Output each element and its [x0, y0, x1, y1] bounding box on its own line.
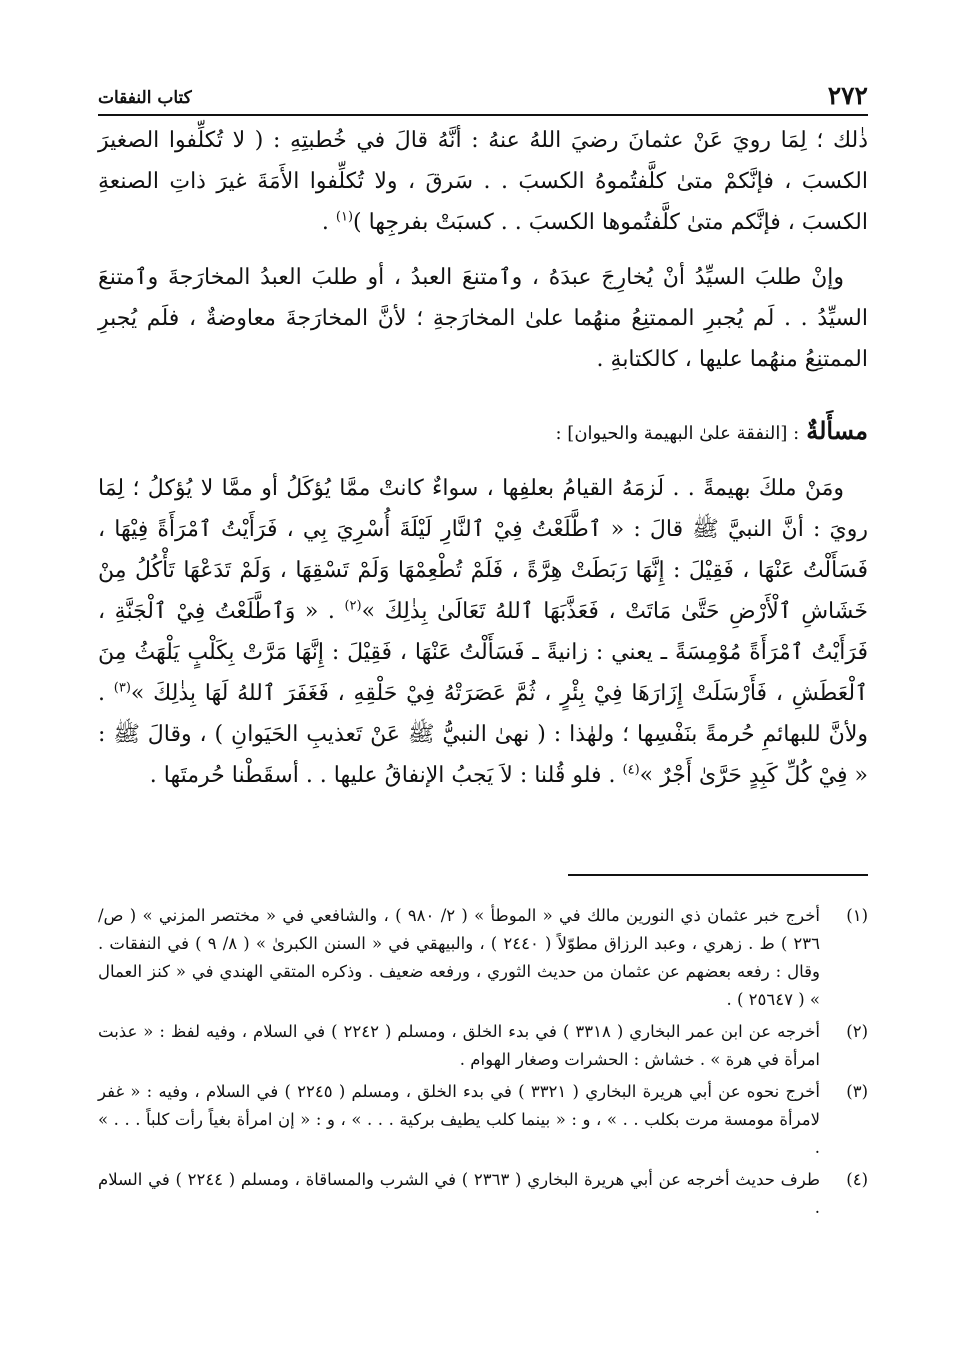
- issue-word: مسأَلةٌ: [806, 416, 868, 445]
- paragraph-1: [98, 120, 868, 243]
- book-title: كتاب النفقات: [98, 88, 192, 108]
- footnote-ref-3: (٣): [113, 680, 131, 696]
- paragraph-3: [98, 468, 868, 796]
- footnote-separator: [568, 874, 868, 876]
- paragraph-3-part-b: . « وَٱطَّلَعْتُ فِيْ ٱلْجَنَّةِ ، فَرَأَيْتُ ٱمْرَأَةً مُوْمِسَةً ـ يعني : زانيةً ـ فَسَأَلْتُ عَنْهَا ، فَقِيْلَ : إِنَّهَا مَرَّتْ بِكَلْبٍ يَلْهَثُ مِنَ ٱلْعَطَشِ ، فَأَرْسَلَتْ إِزَارَهَا فِيْ بِئْرٍ ، ثُمَّ عَصَرَتْهُ فِيْ حَلْقِهِ ، فَغَفَرَ ٱللهُ لَهَا بِذٰلِكَ »: [98, 599, 868, 706]
- footnote-number: (٣): [846, 1082, 868, 1101]
- main-text: [98, 120, 868, 796]
- footnote-number: (٤): [846, 1170, 868, 1189]
- paragraph-3-part-d: . فلو قُلنا : لاَ يَجبُ الإنفاقُ عليها . . أسقَطْنا حُرمتَها .: [149, 763, 623, 788]
- footnote: [98, 902, 868, 1014]
- footnote-number: (١): [846, 906, 868, 925]
- issue-title: : [النفقة علىٰ البهيمة والحيوان] :: [555, 423, 800, 444]
- footnote-ref-1: (١): [335, 209, 354, 225]
- footnote-ref-2: (٢): [344, 598, 362, 614]
- page-header: [98, 78, 868, 116]
- paragraph-3-part-a: ومَنْ ملكَ بهيمةً . . لَزمَهُ القيامُ بعلفِها ، سواءٌ كانتْ ممَّا يُؤكَلُ أو ممَّا لا يُؤكلُ ؛ لِمَا رويَ : أنَّ النبيَّ ﷺ قالَ : « ٱطَّلَعْتُ فِيْ ٱلنَّارِ لَيْلَةَ أُسْرِيَ بِي ، فَرَأَيْتُ ٱمْرَأَةً فِيْهَا ، فَسَأَلْتُ عَنْهَا ، فَقِيْلَ : إِنَّهَا رَبَطَتْ هِرَّةً ، فَلَمْ تُطْعِمْهَا وَلَمْ تَسْقِهَا ، وَلَمْ تَدَعْهَا تَأْكُلُ مِنْ خَشَاشِ ٱلْأَرْضِ حَتَّىٰ مَاتَتْ ، فَعَذَّبَهَا ٱللهُ تَعَالَىٰ بِذٰلِكَ »: [98, 476, 868, 624]
- footnote: [98, 1166, 868, 1222]
- footnote-ref-4: (٤): [622, 762, 640, 778]
- page-number: ٢٧٢: [827, 81, 868, 110]
- paragraph-2: وإنْ طلبَ السيِّدُ أنْ يُخارِجَ عبدَهُ ، وٱمتنعَ العبدُ ، أو طلبَ العبدُ المخارَجةَ وٱمتنعَ السيِّدُ . . لَم يُجبرِ الممتنِعُ منهُما علىٰ المخارَجةِ ؛ لأنَّ المخارَجةَ معاوضةٌ ، فلَم يُجبرِ الممتنِعُ منهُما عليها ، كالكتابةِ .: [98, 265, 868, 372]
- paragraph-3-part-c: . ولأنَّ للبهائمِ حُرمةً بنَفْسِها ؛ ولهٰذا : ( نهىٰ النبيُّ ﷺ عَنْ تَعذيبِ الحَيَوانِ ) ، وقالَ ﷺ : « فِيْ كُلِّ كَبِدٍ حَرَّىٰ أَجْرٌ »: [98, 681, 868, 788]
- footnote-number: (٢): [846, 1022, 868, 1041]
- footnote-text: طرف حديث أخرجه عن أبي هريرة البخاري ( ٢٣٦٣ ) في الشرب والمساقاة ، ومسلم ( ٢٢٤٤ ) في السلام .: [98, 1170, 820, 1217]
- footnote-text: أخرج خبر عثمان ذي النورين مالك في « الموطأ » ( ٢/ ٩٨٠ ) ، والشافعي في « مختصر المزني » ( ص/ ٢٣٦ ) ط . زهري ، وعبد الرزاق مطوّلاً ( ٢٤٤٠ ) ، والبيهقي في « السنن الكبرىٰ » ( ٨/ ٩ ) في النفقات . وقال : رفعه بعضهم عن عثمان من حديث الثوري ، ورفعه ضعيف . وذكره المتقي الهندي في « كنز العمال » ( ٢٥٦٤٧ ) .: [98, 906, 821, 1009]
- footnotes: [98, 902, 868, 1226]
- footnote-text: أخرجه عن ابن عمر البخاري ( ٣٣١٨ ) في بدء الخلق ، ومسلم ( ٢٢٤٢ ) في السلام ، وفيه لفظ : « عذبت امرأة في هرة » . خشاش : الحشرات وصغار الهوام .: [98, 1022, 821, 1069]
- footnote-text: أخرج نحوه عن أبي هريرة البخاري ( ٣٣٢١ ) في بدء الخلق ، ومسلم ( ٢٢٤٥ ) في السلام ، وفيه : « غفر لامرأة مومسة مرت بكلب . . » ، و : « بينما كلب يطيف بركية . . . » ، و : « إن امرأة بغياً رأت كلباً . . . » .: [98, 1082, 820, 1157]
- paragraph-1-end: .: [321, 210, 336, 235]
- paragraph-1-text: ذٰلك ؛ لِمَا رويَ عَنْ عثمانَ رضيَ اللهُ عنهُ : أنَّهُ قالَ في خُطبتِهِ : ( لا تُكلِّفوا الصغيرَ الكسبَ ، فإنَّكمْ متىٰ كلَّفتُموهُ الكسبَ . . سَرقَ ، ولا تُكلِّفوا الأَمَةَ غيرَ ذاتِ الصنعةِ الكسبَ ، فإنَّكم متىٰ كلَّفتُموها الكسبَ . . كسبَتْ بفرجِها ): [98, 128, 868, 235]
- footnote: [98, 1018, 868, 1074]
- footnote: [98, 1078, 868, 1162]
- issue-heading: [98, 410, 868, 454]
